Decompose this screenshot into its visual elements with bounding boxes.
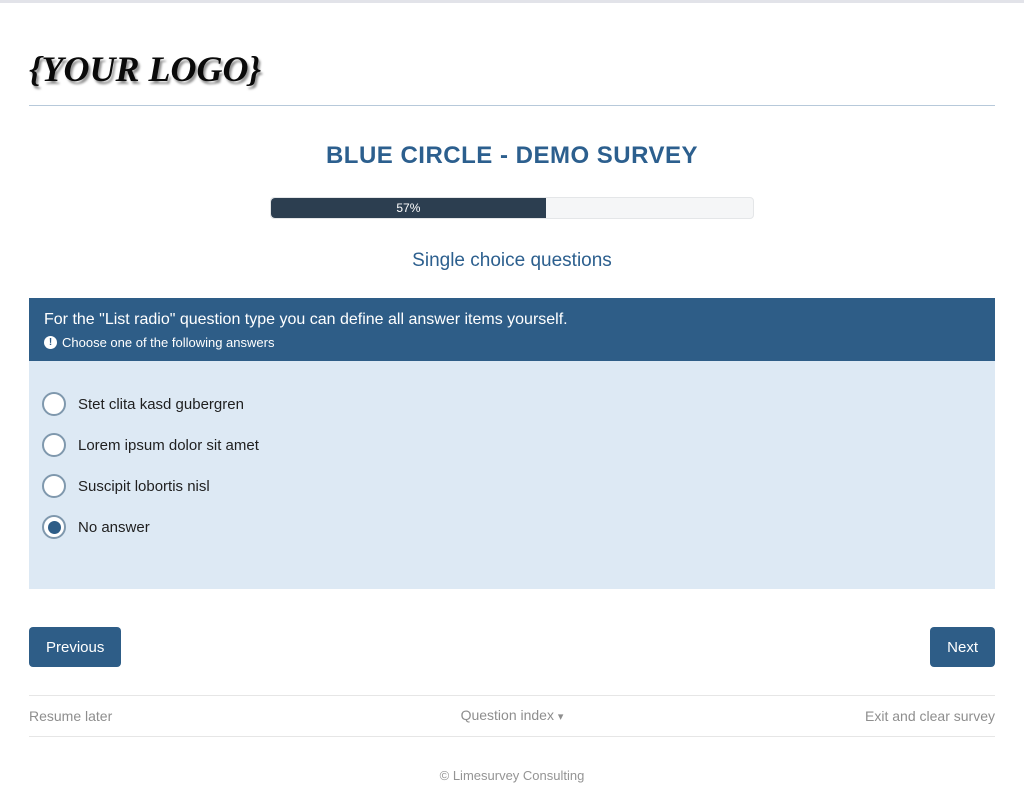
progress-bar xyxy=(270,197,754,219)
answer-option[interactable] xyxy=(42,515,980,539)
caret-down-icon: ▾ xyxy=(557,711,564,723)
survey-title: BLUE CIRCLE - DEMO SURVEY xyxy=(325,142,699,169)
answer-option[interactable] xyxy=(42,392,980,416)
answer-list xyxy=(29,361,995,589)
answer-label: Stet clita kasd gubergren xyxy=(78,395,244,413)
page-top-border xyxy=(0,0,1024,3)
question-group-title: Single choice questions xyxy=(412,250,612,271)
radio-button-icon[interactable] xyxy=(42,433,66,457)
info-icon: ! xyxy=(44,336,57,349)
previous-button[interactable]: Previous xyxy=(29,627,121,667)
answer-option[interactable] xyxy=(42,474,980,498)
question-hint-text: Choose one of the following answers xyxy=(62,335,275,350)
copyright: © Limesurvey Consulting xyxy=(439,768,585,783)
progress-bar-track xyxy=(270,197,754,219)
question-text: For the "List radio" question type you can define all answer items yourself. xyxy=(44,311,568,328)
answer-option[interactable] xyxy=(42,433,980,457)
logo: {YOUR LOGO} xyxy=(29,49,262,89)
answer-label: No answer xyxy=(78,518,150,536)
exit-clear-survey-link[interactable]: Exit and clear survey xyxy=(865,708,995,724)
radio-button-icon[interactable] xyxy=(42,515,66,539)
survey-page xyxy=(29,39,995,784)
logo-divider xyxy=(29,105,995,106)
answer-label: Suscipit lobortis nisl xyxy=(78,477,210,495)
next-button[interactable]: Next xyxy=(930,627,995,667)
question-box xyxy=(29,298,995,589)
radio-button-icon[interactable] xyxy=(42,392,66,416)
progress-bar-fill: 57% xyxy=(271,198,546,218)
answer-label: Lorem ipsum dolor sit amet xyxy=(78,436,259,454)
question-index-label: Question index xyxy=(460,707,554,723)
footer-nav xyxy=(29,695,995,737)
resume-later-link[interactable]: Resume later xyxy=(29,708,113,724)
question-header xyxy=(29,298,995,361)
radio-button-icon[interactable] xyxy=(42,474,66,498)
question-hint xyxy=(44,334,980,351)
question-index-dropdown[interactable] xyxy=(461,707,564,723)
nav-buttons xyxy=(29,627,995,667)
